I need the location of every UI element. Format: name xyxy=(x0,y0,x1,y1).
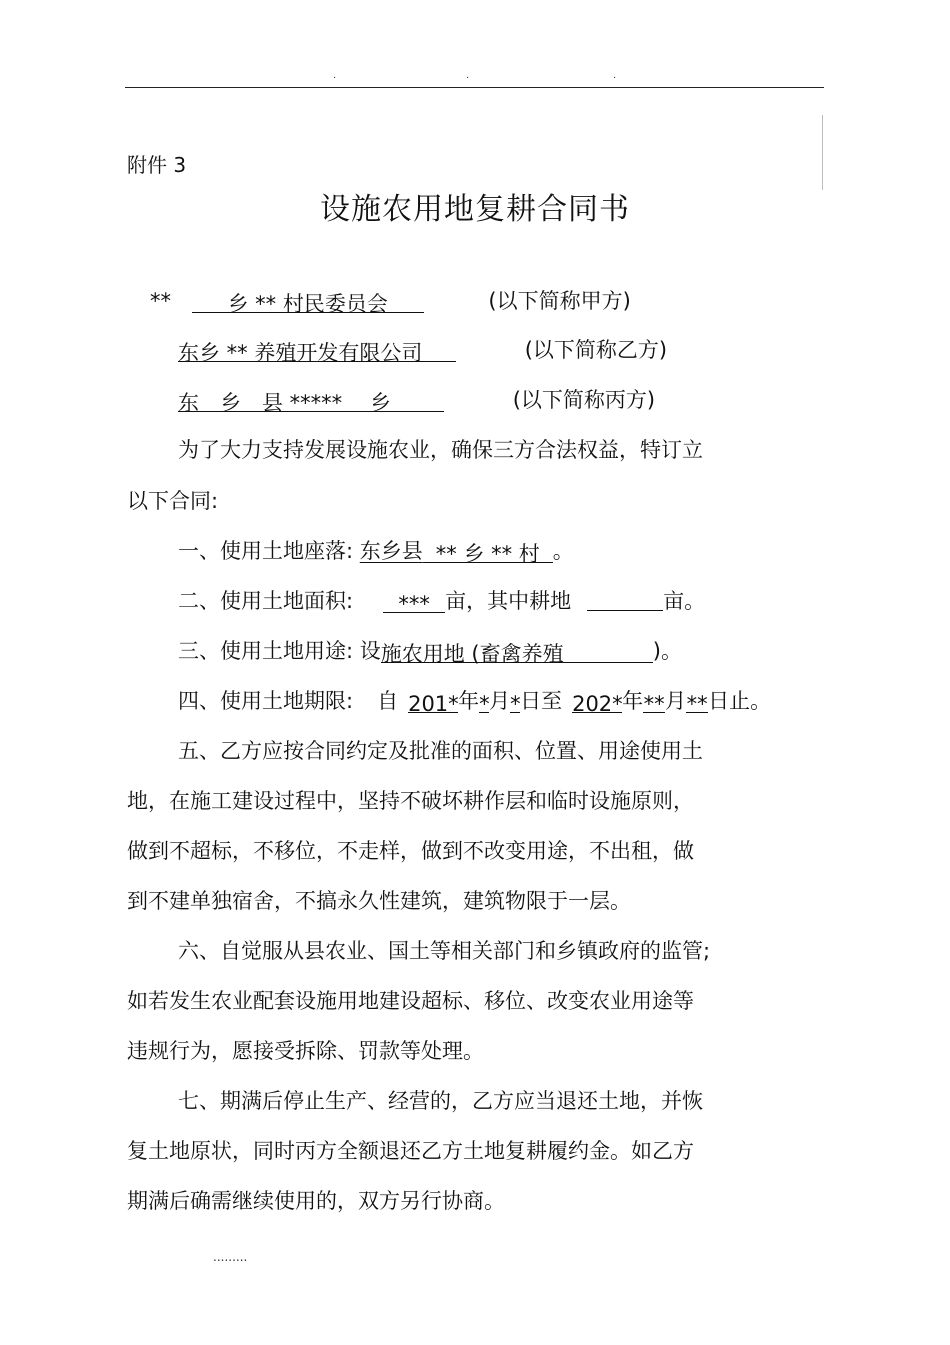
start-month-field: * xyxy=(479,692,490,716)
location-field: ** 乡 ** 村 xyxy=(423,540,553,563)
document-title: 设施农用地复耕合同书 xyxy=(320,192,630,227)
clause-6-line: 如若发生农业配套设施用地建设超标、移位、改变农业用途等 xyxy=(127,989,694,1013)
clause-7-line: 七、期满后停止生产、经营的，乙方应当退还土地，并恢 xyxy=(178,1089,703,1113)
party-a-role: (以下简称甲方) xyxy=(488,289,631,313)
intro-line-2: 以下合同: xyxy=(127,489,219,513)
party-c-role: (以下简称丙方) xyxy=(512,388,656,412)
clause-6-line: 六、自觉服从县农业、国土等相关部门和乡镇政府的监管; xyxy=(178,939,711,963)
annex-label: 附件 3 xyxy=(127,153,187,177)
start-year-field: 201* xyxy=(408,692,459,716)
header-dot: . xyxy=(333,70,337,81)
farmland-area-field xyxy=(587,588,663,611)
clause-5-line: 做到不超标，不移位，不走样，做到不改变用途，不出租，做 xyxy=(127,839,694,863)
clause-7-line: 期满后确需继续使用的，双方另行协商。 xyxy=(127,1189,505,1213)
clause-2: 二、使用土地面积: *** 亩，其中耕地 亩。 xyxy=(178,589,706,616)
header-dot: . xyxy=(613,70,617,81)
clause-6-line: 违规行为，愿接受拆除、罚款等处理。 xyxy=(127,1039,484,1063)
clause-5-line: 五、乙方应按合同约定及批准的面积、位置、用途使用土 xyxy=(178,739,703,763)
clause-3: 三、使用土地用途: 设施农用地 (畜禽养殖 )。 xyxy=(178,639,682,666)
party-b-role: (以下简称乙方) xyxy=(524,338,668,362)
party-a-prefix: ** xyxy=(150,289,171,313)
area-field: *** xyxy=(383,590,445,613)
clause-5-line: 地，在施工建设过程中，坚持不破坏耕作层和临时设施原则， xyxy=(127,789,694,813)
start-day-field: * xyxy=(510,692,521,716)
header-rule xyxy=(125,87,824,88)
end-month-field: ** xyxy=(643,692,665,716)
party-a-line xyxy=(150,287,631,315)
intro-line-1: 为了大力支持发展设施农业，确保三方合法权益，特订立 xyxy=(178,438,703,462)
party-c-line xyxy=(178,386,655,414)
party-c-name: 东 乡 县 ***** 乡 xyxy=(178,389,444,412)
clause-1: 一、使用土地座落: 东乡县 ** 乡 ** 村 。 xyxy=(178,539,574,566)
end-day-field: ** xyxy=(686,692,708,716)
clause-5-line: 到不建单独宿舍，不搞永久性建筑，建筑物限于一层。 xyxy=(127,889,631,913)
party-b-name: 东乡 ** 养殖开发有限公司 xyxy=(178,339,456,362)
party-a-name: 乡 ** 村民委员会 xyxy=(192,290,424,313)
header-dot: . xyxy=(466,70,470,81)
clause-4: 四、使用土地期限: 自 201*年*月*日至 202*年**月**日止。 xyxy=(178,689,772,716)
footer-dots: ......... xyxy=(213,1250,248,1264)
location-prefix: 东乡县 xyxy=(359,539,423,563)
margin-rule xyxy=(822,115,823,190)
end-year-field: 202* xyxy=(572,692,623,716)
land-use-field: 施农用地 (畜禽养殖 xyxy=(381,640,653,663)
clause-7-line: 复土地原状，同时丙方全额退还乙方土地复耕履约金。如乙方 xyxy=(127,1139,694,1163)
party-b-line xyxy=(178,336,667,364)
